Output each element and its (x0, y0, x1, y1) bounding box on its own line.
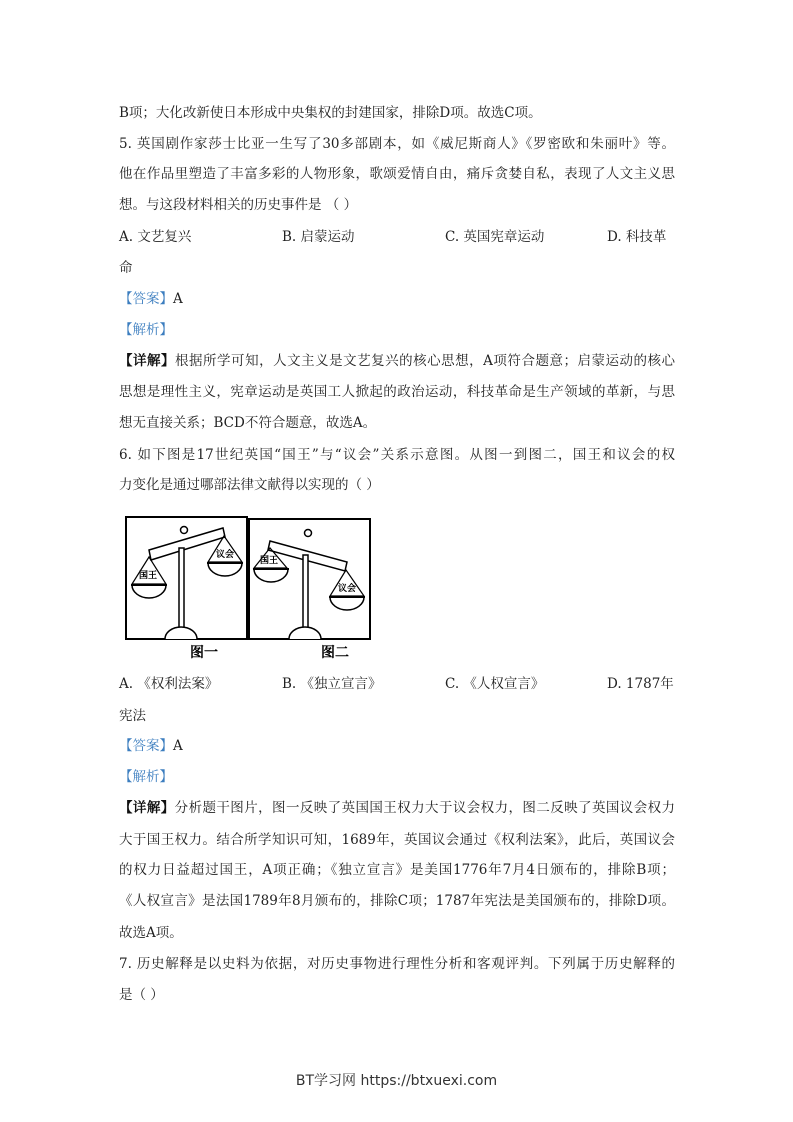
q6-detail: 的权力日益超过国王，A项正确；《独立宣言》是美国1776年7月4日颁布的，排除B项； (119, 862, 675, 878)
q5-detail: 想无直接关系；BCD不符合题意，故选A。 (119, 415, 377, 431)
question-7-stem: 7. 历史解释是以史料为依据，对历史事物进行理性分析和客观评判。下列属于历史解释的 (119, 956, 675, 972)
footer-watermark: BT学习网 https://btxuexi.com (295, 1073, 498, 1089)
q5-option-d: D. 科技革 (607, 229, 667, 245)
figure-one (126, 517, 247, 639)
parliament-label: 议会 (338, 584, 357, 594)
balance-figure (120, 510, 380, 665)
q6-answer (119, 736, 675, 756)
q5-option-a: A. 文艺复兴 (119, 229, 192, 245)
caption-figure-one: 图一 (190, 645, 218, 661)
king-label: 国王 (139, 571, 158, 581)
q6-detail (119, 798, 675, 818)
detail-tag: 【详解】 (119, 800, 175, 816)
q5-detail: 思想是理性主义，宪章运动是英国工人掀起的政治运动，科技革命是生产领域的革新，与思 (119, 384, 675, 400)
text-line: B项；大化改新使日本形成中央集权的封建国家，排除D项。故选C项。 (119, 105, 542, 121)
q6-detail: 《人权宣言》是法国1789年8月颁布的，排除C项；1787年宪法是美国颁布的，排除D项。 (119, 893, 675, 909)
q5-option-d-cont: 命 (119, 260, 133, 276)
q6-option-a: A. 《权利法案》 (119, 676, 219, 692)
question-5-stem: 5. 英国剧作家莎士比亚一生写了30多部剧本，如《威尼斯商人》《罗密欧和朱丽叶》等。 (119, 136, 675, 152)
question-6-stem: 力变化是通过哪部法律文献得以实现的（ ） (119, 477, 380, 493)
figure-two (249, 519, 370, 639)
q6-detail: 大于国王权力。结合所学知识可知，1689年，英国议会通过《权利法案》，此后，英国议会 (119, 832, 675, 848)
analysis-tag: 【解析】 (119, 322, 173, 338)
detail-tag: 【详解】 (119, 353, 176, 369)
q5-detail (119, 351, 675, 371)
answer-value: A (173, 738, 183, 754)
question-5-stem: 想。与这段材料相关的历史事件是 （ ） (119, 197, 358, 213)
question-6-stem: 6. 如下图是17世纪英国“国王”与“议会”关系示意图。从图一到图二，国王和议会的权 (119, 447, 675, 463)
question-7-stem: 是（ ） (119, 987, 164, 1003)
q5-option-b: B. 启蒙运动 (282, 229, 355, 245)
detail-text: 根据所学可知，人文主义是文艺复兴的核心思想，A项符合题意；启蒙运动的核心 (175, 353, 676, 369)
q5-option-c: C. 英国宪章运动 (445, 229, 545, 245)
q5-analysis-tag (119, 320, 675, 340)
answer-tag: 【答案】 (119, 291, 173, 307)
q6-option-c: C. 《人权宣言》 (445, 676, 545, 692)
q6-analysis-tag (119, 767, 675, 787)
caption-figure-two: 图二 (321, 645, 349, 661)
king-label: 国王 (260, 556, 279, 566)
analysis-tag: 【解析】 (119, 769, 173, 785)
parliament-label: 议会 (216, 550, 235, 560)
q6-option-d: D. 1787年 (607, 676, 674, 692)
q5-answer (119, 289, 675, 309)
q6-option-b: B. 《独立宣言》 (282, 676, 382, 692)
answer-tag: 【答案】 (119, 738, 173, 754)
answer-value: A (173, 291, 183, 307)
q6-option-d-cont: 宪法 (119, 708, 146, 724)
q6-detail: 故选A项。 (119, 925, 183, 941)
detail-text: 分析题干图片，图一反映了英国国王权力大于议会权力，图二反映了英国议会权力 (174, 800, 676, 816)
question-5-stem: 他在作品里塑造了丰富多彩的人物形象，歌颂爱情自由，痛斥贪婪自私，表现了人文主义思 (119, 166, 675, 182)
